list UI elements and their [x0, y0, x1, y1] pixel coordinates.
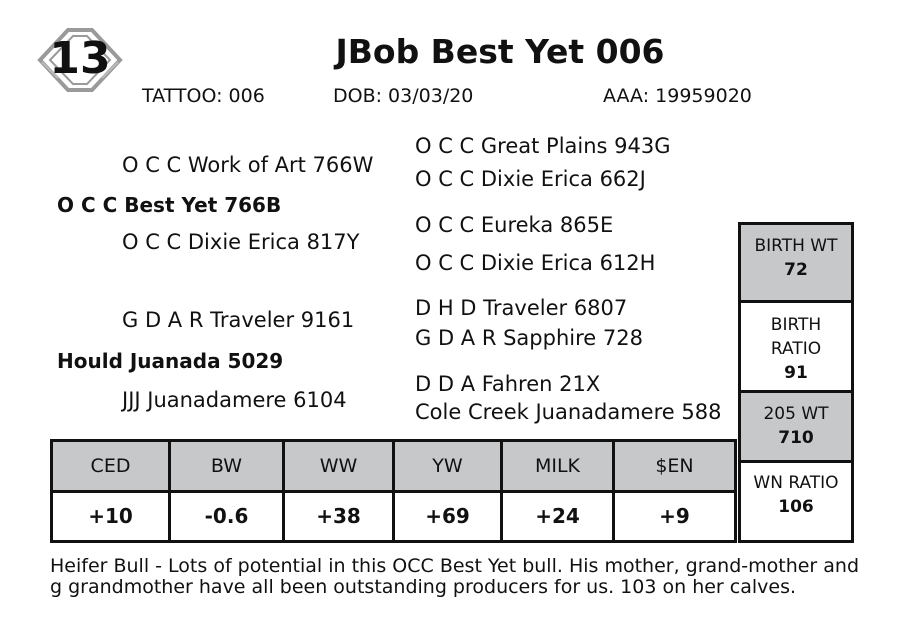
- epd-value-ced: +10: [52, 491, 170, 542]
- weaning-ratio-box: [738, 460, 854, 543]
- epd-value-yw: +69: [394, 491, 502, 542]
- pedigree-sire-dam-dam: O C C Dixie Erica 612H: [415, 251, 656, 275]
- pedigree-sire-dam: O C C Dixie Erica 817Y: [122, 230, 360, 254]
- weaning-ratio-value: 106: [778, 497, 814, 517]
- pedigree-dam-dam-dam: Cole Creek Juanadamere 588: [415, 400, 722, 424]
- birth-weight-label: BIRTH WT: [754, 236, 838, 256]
- birth-ratio-value: 91: [784, 363, 808, 383]
- weaning-ratio-label: WN RATIO: [753, 473, 839, 493]
- epd-header-en: $EN: [614, 441, 736, 492]
- weight-205-box: [738, 390, 854, 463]
- pedigree-dam-dam: JJJ Juanadamere 6104: [122, 388, 347, 412]
- weight-205-label: 205 WT: [763, 404, 829, 424]
- birth-ratio-label-line2: RATIO: [770, 339, 822, 359]
- epd-value-bw: -0.6: [170, 491, 284, 542]
- epd-header-ww: WW: [284, 441, 394, 492]
- epd-value-ww: +38: [284, 491, 394, 542]
- birth-ratio-box: [738, 300, 854, 393]
- lot-number: 13: [49, 33, 111, 84]
- epd-header-milk: MILK: [502, 441, 614, 492]
- epd-header-row: [52, 441, 736, 492]
- epd-header-bw: BW: [170, 441, 284, 492]
- tattoo-label: TATTOO: 006: [142, 85, 265, 107]
- animal-name: JBob Best Yet 006: [335, 32, 665, 71]
- pedigree-dam-sire-dam: G D A R Sapphire 728: [415, 326, 643, 350]
- pedigree-dam: Hould Juanada 5029: [57, 349, 284, 373]
- pedigree-dam-sire-sire: D H D Traveler 6807: [415, 296, 628, 320]
- pedigree-sire-dam-sire: O C C Eureka 865E: [415, 213, 614, 237]
- epd-value-en: +9: [614, 491, 736, 542]
- pedigree-sire-sire: O C C Work of Art 766W: [122, 153, 374, 177]
- epd-value-milk: +24: [502, 491, 614, 542]
- epd-value-row: [52, 491, 736, 542]
- epd-header-ced: CED: [52, 441, 170, 492]
- birth-ratio-label-line1: BIRTH: [770, 315, 822, 335]
- pedigree-dam-dam-sire: D D A Fahren 21X: [415, 372, 601, 396]
- epd-table: [50, 439, 737, 543]
- pedigree-sire: O C C Best Yet 766B: [57, 193, 282, 217]
- dob-label: DOB: 03/03/20: [333, 85, 474, 107]
- weight-205-value: 710: [778, 428, 814, 448]
- birth-weight-box: [738, 222, 854, 303]
- aaa-registration: AAA: 19959020: [603, 85, 752, 107]
- pedigree-dam-sire: G D A R Traveler 9161: [122, 308, 355, 332]
- pedigree-sire-sire-sire: O C C Great Plains 943G: [415, 134, 671, 158]
- birth-weight-value: 72: [784, 260, 808, 280]
- pedigree-sire-sire-dam: O C C Dixie Erica 662J: [415, 167, 646, 191]
- animal-description: Heifer Bull - Lots of potential in this OCC Best Yet bull. His mother, grand-mother and g grandmother have all been outstanding producers for us. 103 on her calves.: [50, 555, 860, 598]
- epd-header-yw: YW: [394, 441, 502, 492]
